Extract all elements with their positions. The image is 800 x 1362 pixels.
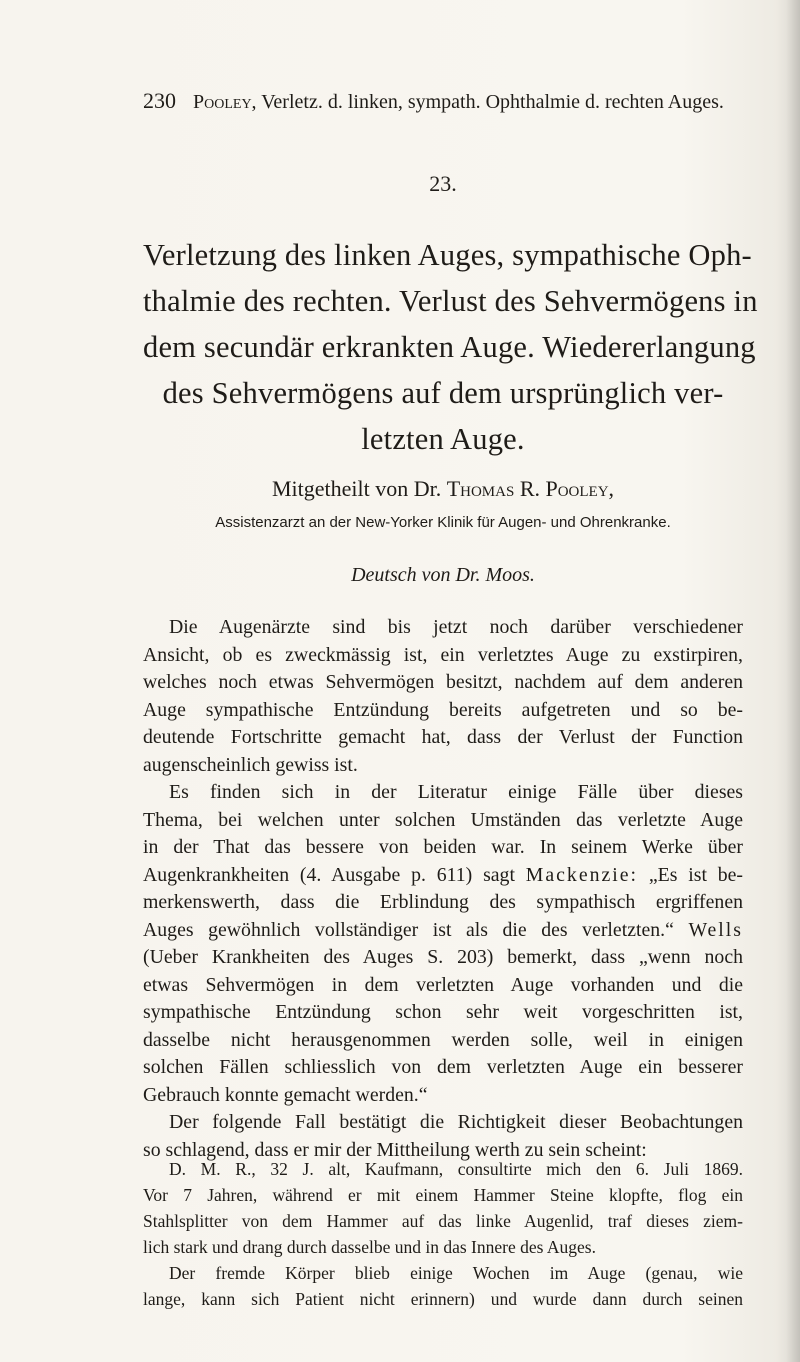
affiliation: Assistenzarzt an der New-Yorker Klinik für Augen- und Ohrenkranke.: [215, 514, 671, 531]
running-head-title: Verletz. d. linken, sympath. Ophthalmie d. rechten Auges.: [261, 91, 724, 113]
text-line: Auge sympathische Entzündung bereits aufgetreten und so be-: [143, 698, 743, 721]
case-line: D. M. R., 32 J. alt, Kaufmann, consultirte mich den 6. Juli 1869.: [169, 1159, 743, 1179]
byline: [143, 475, 743, 503]
text-line: deutende Fortschritte gemacht hat, dass der Verlust der Function: [143, 726, 743, 748]
text-line: Es finden sich in der Literatur einige Fälle über dieses: [169, 781, 743, 803]
text-line: [143, 862, 743, 890]
case-line: lich stark und drang durch dasselbe und in das Innere des Auges.: [143, 1237, 596, 1257]
title-line: letzten Auge.: [361, 422, 525, 456]
text-run: Auges gewöhnlich vollständiger ist als die des verletzten.“: [143, 918, 674, 941]
case-line: Stahlsplitter von dem Hammer auf das linke Augenlid, traf dieses ziem-: [143, 1211, 743, 1231]
article-title: [143, 232, 758, 462]
page-number: 230: [143, 88, 176, 113]
text-line: so schlagend, dass er mir der Mittheilung werth zu sein scheint:: [143, 1138, 647, 1161]
running-head: [143, 88, 743, 115]
text-line: sympathische Entzündung schon sehr weit vorgeschritten ist,: [143, 1001, 743, 1023]
text-line: welches noch etwas Sehvermögen besitzt, nachdem auf dem anderen: [143, 671, 743, 693]
section-number: 23.: [429, 171, 457, 196]
text-line: augenscheinlich gewiss ist.: [143, 753, 358, 776]
text-line: Der folgende Fall bestätigt die Richtigkeit dieser Beobachtungen: [169, 1111, 743, 1133]
byline-author: Thomas R. Pooley,: [446, 476, 615, 501]
text-line: Gebrauch konnte gemacht werden.“: [143, 1083, 428, 1106]
text-line: dasselbe nicht herausgenommen werden solle, weil in einigen: [143, 1028, 743, 1051]
byline-prefix: Mitgetheilt von Dr.: [271, 476, 442, 501]
text-line: merkenswerth, dass die Erblindung des sympathisch ergriffenen: [143, 891, 743, 913]
translator-note: Deutsch von Dr. Moos.: [351, 564, 535, 586]
case-report: [143, 1156, 743, 1312]
author-name-mackenzie: Mackenzie:: [525, 863, 639, 886]
page-edge-shadow: [786, 0, 800, 1362]
text-line: Ansicht, ob es zweckmässig ist, ein verletztes Auge zu exstirpiren,: [143, 643, 743, 666]
text-run: „Es ist be-: [648, 863, 744, 886]
case-line: Vor 7 Jahren, während er mit einem Hammer Steine klopfte, flog ein: [143, 1185, 743, 1205]
text-run: Augenkrankheiten (4. Ausgabe p. 611) sagt: [143, 863, 515, 886]
text-line: in der That das bessere von beiden war. In seinem Werke über: [143, 836, 743, 858]
body-text: [143, 614, 743, 1164]
text-line: [143, 917, 743, 945]
case-line: Der fremde Körper blieb einige Wochen im Auge (genau, wie: [169, 1263, 743, 1283]
text-line: Die Augenärzte sind bis jetzt noch darüber verschiedener: [169, 616, 743, 638]
text-line: Thema, bei welchen unter solchen Umständen das verletzte Auge: [143, 808, 743, 831]
title-line: Verletzung des linken Auges, sympathische Oph-: [143, 238, 752, 272]
text-line: etwas Sehvermögen in dem verletzten Auge vorhanden und die: [143, 973, 743, 996]
title-line: des Sehvermögens auf dem ursprünglich ver-: [162, 376, 724, 410]
case-line: lange, kann sich Patient nicht erinnern) und wurde dann durch seinen: [143, 1289, 743, 1309]
title-line: thalmie des rechten. Verlust des Sehvermögens in: [143, 284, 758, 318]
author-name-wells: Wells: [688, 918, 743, 941]
text-line: (Ueber Krankheiten des Auges S. 203) bemerkt, dass „wenn noch: [143, 946, 743, 968]
text-line: solchen Fällen schliesslich von dem verletzten Auge ein besserer: [143, 1056, 743, 1078]
title-line: dem secundär erkrankten Auge. Wiedererlangung: [143, 330, 756, 364]
running-head-author: Pooley,: [193, 91, 257, 113]
